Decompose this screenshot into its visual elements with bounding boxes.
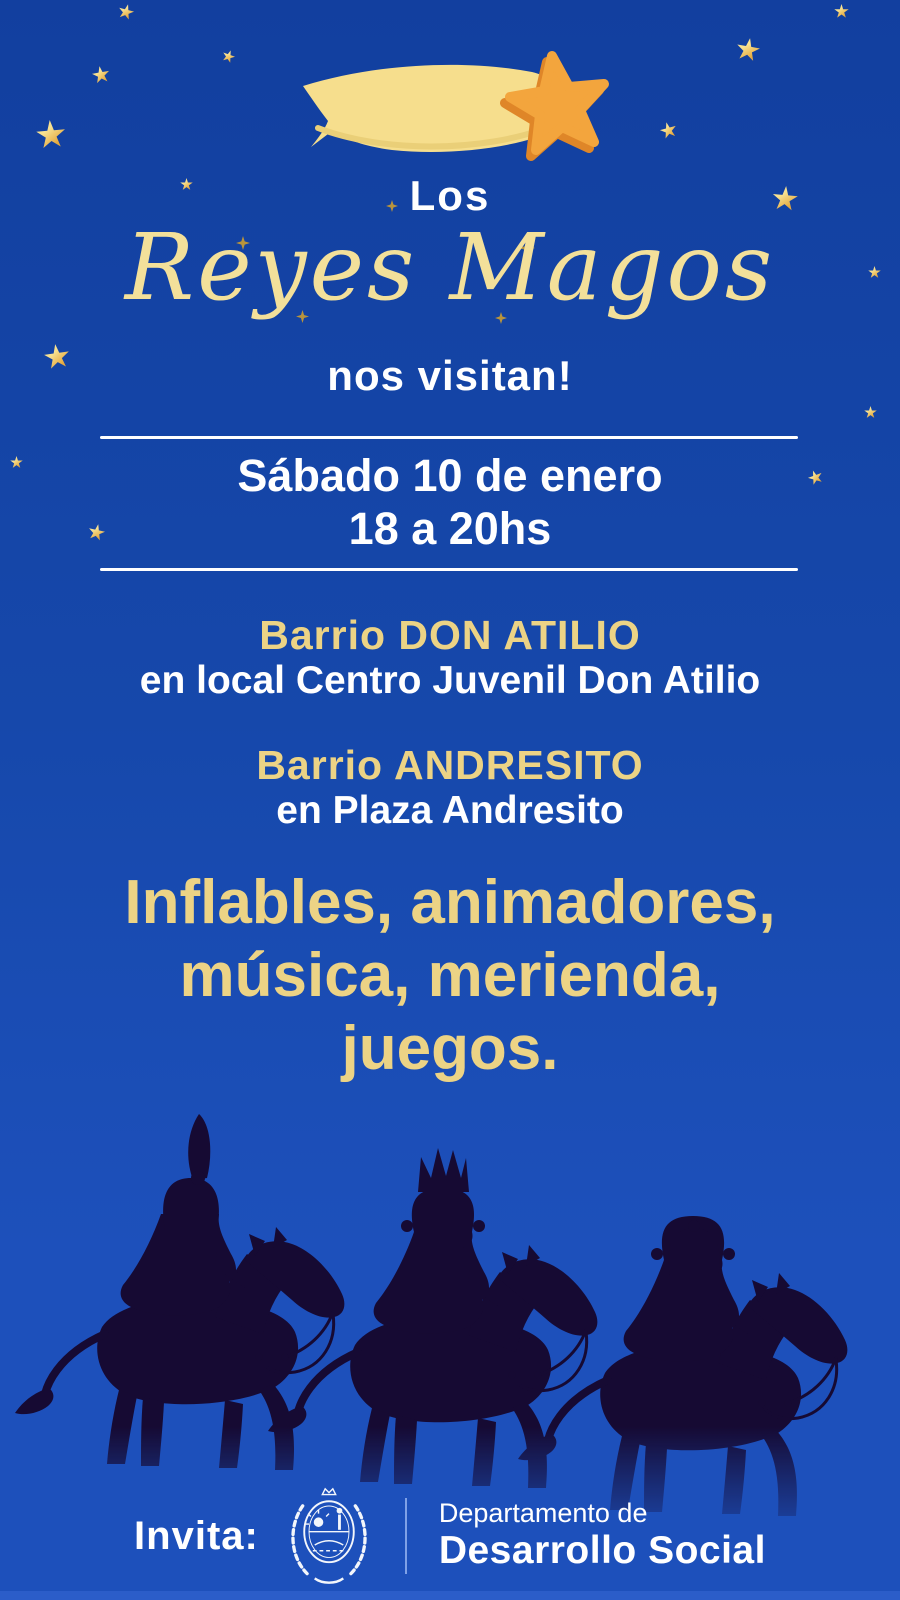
poster-subtitle: nos visitan!: [327, 352, 573, 399]
activities-line: música, merienda,: [179, 941, 721, 1010]
star-icon: [658, 120, 679, 141]
location-2-place: en Plaza Andresito: [276, 789, 624, 832]
divider-line: [100, 568, 798, 571]
activities-line: Inflables, animadores,: [124, 868, 776, 937]
activities-text: [0, 866, 900, 1085]
footer: [0, 1482, 900, 1590]
star-icon: [116, 2, 136, 22]
poster-pretitle: Los: [409, 172, 491, 219]
event-date: Sábado 10 de enero: [237, 450, 663, 501]
star-icon: [834, 4, 849, 19]
location-1-place: en local Centro Juvenil Don Atilio: [139, 659, 761, 702]
shooting-star-icon: [280, 42, 620, 177]
footer-divider: [405, 1498, 407, 1574]
invite-label: Invita:: [134, 1513, 259, 1558]
star-icon: [734, 36, 762, 64]
star-icon: [35, 119, 68, 152]
location-2-barrio: Barrio ANDRESITO: [256, 742, 644, 788]
activities-line: juegos.: [341, 1014, 559, 1083]
divider-line: [100, 436, 798, 439]
star-icon: [220, 48, 237, 65]
poster-title: Reyes Magos: [124, 214, 776, 321]
organization-name-bottom: Desarrollo Social: [438, 1529, 766, 1573]
coat-of-arms-logo: [285, 1486, 373, 1586]
star-icon: [864, 406, 877, 419]
organization-name-top: Departamento de: [438, 1498, 648, 1529]
location-1-barrio: Barrio DON ATILIO: [259, 612, 641, 658]
event-time: 18 a 20hs: [348, 503, 552, 554]
bottom-accent-strip: [0, 1591, 900, 1600]
organization-block: [439, 1498, 766, 1574]
star-icon: [91, 65, 112, 86]
